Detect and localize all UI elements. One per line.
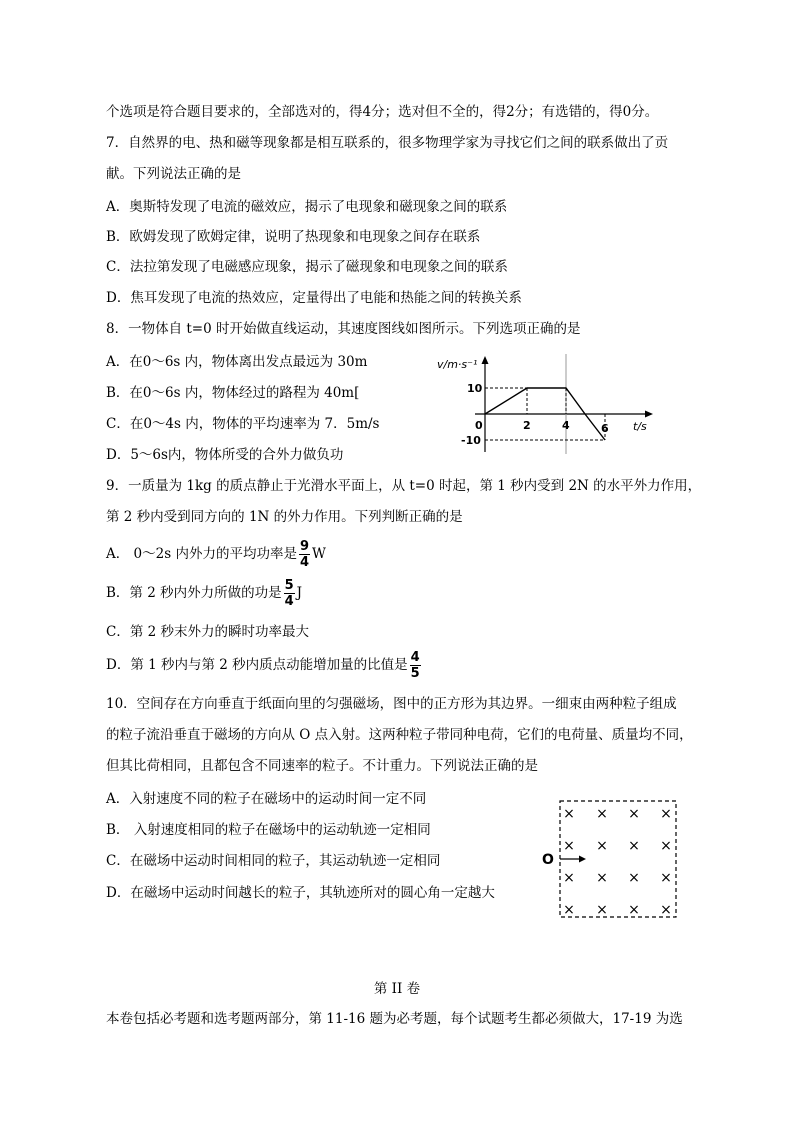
- fraction-denominator: 4: [299, 555, 309, 570]
- magnetic-field-figure: [538, 796, 683, 922]
- intro-line: 个选项是符合题目要求的，全部选对的，得4分；选对但不全的，得2分；有选错的，得0分。: [106, 104, 659, 120]
- entry-arrow-head: [579, 856, 586, 863]
- graph-x-arrow: [645, 411, 653, 418]
- q9-stem-line1: 9．一质量为 1kg 的质点静止于光滑水平面上，从 t=0 时起，第 1 秒内受到 2N 的水平外力作用，: [106, 478, 702, 494]
- field-cross-3-1: ×: [596, 902, 608, 918]
- graph-tick-6: 6: [601, 422, 609, 435]
- section-2-title: 第 II 卷: [373, 981, 421, 997]
- q10-option-d: D．在磁场中运动时间越长的粒子，其轨迹所对的圆心角一定越大: [106, 885, 495, 901]
- fraction-numerator: 4: [410, 650, 420, 665]
- q9-option-d-text: D．第 1 秒内与第 2 秒内质点动能增加量的比值是: [106, 657, 408, 673]
- field-cross-0-2: ×: [628, 806, 640, 822]
- q7-option-c: C．法拉第发现了电磁感应现象，揭示了磁现象和电现象之间的联系: [106, 259, 508, 275]
- q10-option-c: C．在磁场中运动时间相同的粒子，其运动轨迹一定相同: [106, 853, 441, 869]
- q9-stem-line2: 第 2 秒内受到同方向的 1N 的外力作用。下列判断正确的是: [106, 509, 463, 525]
- q8-option-a: A．在0～6s 内，物体离出发点最远为 30m: [106, 354, 368, 370]
- graph-x-label: t/s: [633, 420, 647, 433]
- graph-tick-4: 4: [562, 419, 570, 432]
- field-cross-3-2: ×: [628, 902, 640, 918]
- q9-option-a: [106, 537, 326, 571]
- q7-option-b: B．欧姆发现了欧姆定律，说明了热现象和电现象之间存在联系: [106, 229, 481, 245]
- q7-stem-line1: 7．自然界的电、热和磁等现象都是相互联系的，很多物理学家为寻找它们之间的联系做出了贡: [106, 135, 669, 151]
- field-cross-1-0: ×: [563, 838, 575, 854]
- q8-option-c: C．在0～4s 内，物体的平均速率为 7．5m/s: [106, 416, 380, 432]
- q8-option-b: B．在0～6s 内，物体经过的路程为 40m[: [106, 385, 360, 401]
- q9-option-b-text: B．第 2 秒内外力所做的功是: [106, 585, 282, 601]
- q9-option-a-unit: W: [312, 546, 326, 562]
- graph-tick-neg10: -10: [461, 434, 481, 447]
- q10-option-a: A．入射速度不同的粒子在磁场中的运动时间一定不同: [106, 791, 427, 807]
- q8-stem: 8．一物体自 t=0 时开始做直线运动，其速度图线如图所示。下列选项正确的是: [106, 321, 581, 337]
- field-cross-2-3: ×: [660, 870, 672, 886]
- q9-option-d: [106, 648, 423, 682]
- field-cross-0-3: ×: [660, 806, 672, 822]
- fraction-denominator: 4: [284, 594, 294, 609]
- q9-option-c: C．第 2 秒末外力的瞬时功率最大: [106, 624, 310, 640]
- field-cross-0-1: ×: [596, 806, 608, 822]
- graph-y-label: v/m·s⁻¹: [437, 358, 478, 371]
- q9-option-d-fraction: [410, 651, 421, 680]
- field-cross-0-0: ×: [563, 806, 575, 822]
- graph-tick-10: 10: [467, 382, 483, 395]
- field-cross-3-0: ×: [563, 902, 575, 918]
- q9-option-b-unit: J: [296, 585, 303, 601]
- field-cross-1-2: ×: [628, 838, 640, 854]
- field-cross-2-1: ×: [596, 870, 608, 886]
- q7-option-a: A．奥斯特发现了电流的磁效应，揭示了电现象和磁现象之间的联系: [106, 199, 508, 215]
- q7-option-d: D．焦耳发现了电流的热效应，定量得出了电能和热能之间的转换关系: [106, 290, 522, 306]
- fraction-numerator: 9: [299, 539, 309, 554]
- q10-stem-line3: 但其比荷相同，且都包含不同速率的粒子。不计重力。下列说法正确的是: [106, 758, 538, 774]
- fraction-denominator: 5: [410, 666, 420, 681]
- origin-label-o: O: [542, 852, 554, 868]
- field-cross-2-2: ×: [628, 870, 640, 886]
- q9-option-a-text: A． 0～2s 内外力的平均功率是: [106, 546, 297, 562]
- q10-stem-line1: 10．空间存在方向垂直于纸面向里的匀强磁场，图中的正方形为其边界。一细束由两种粒子组成: [106, 696, 677, 712]
- q9-option-a-fraction: [299, 540, 310, 569]
- q10-option-b: B． 入射速度相同的粒子在磁场中的运动轨迹一定相同: [106, 822, 431, 838]
- q10-stem-line2: 的粒子流沿垂直于磁场的方向从 O 点入射。这两种粒子带同种电荷，它们的电荷量、质量均不同，: [106, 727, 693, 743]
- graph-tick-2: 2: [523, 419, 531, 432]
- graph-tick-origin: 0: [475, 419, 483, 432]
- graph-y-arrow: [482, 356, 489, 364]
- q9-option-b-fraction: [284, 579, 295, 608]
- field-cross-2-0: ×: [563, 870, 575, 886]
- fraction-numerator: 5: [284, 578, 294, 593]
- field-cross-1-1: ×: [596, 838, 608, 854]
- q7-stem-line2: 献。下列说法正确的是: [106, 166, 241, 182]
- field-cross-1-3: ×: [660, 838, 672, 854]
- velocity-time-graph: [435, 352, 665, 454]
- q8-option-d: D．5～6s内，物体所受的合外力做负功: [106, 447, 344, 463]
- q9-option-b: [106, 576, 302, 610]
- field-cross-3-3: ×: [660, 902, 672, 918]
- section-2-text: 本卷包括必考题和选考题两部分，第 11-16 题为必考题，每个试题考生都必须做大，17-19 为选: [106, 1011, 683, 1027]
